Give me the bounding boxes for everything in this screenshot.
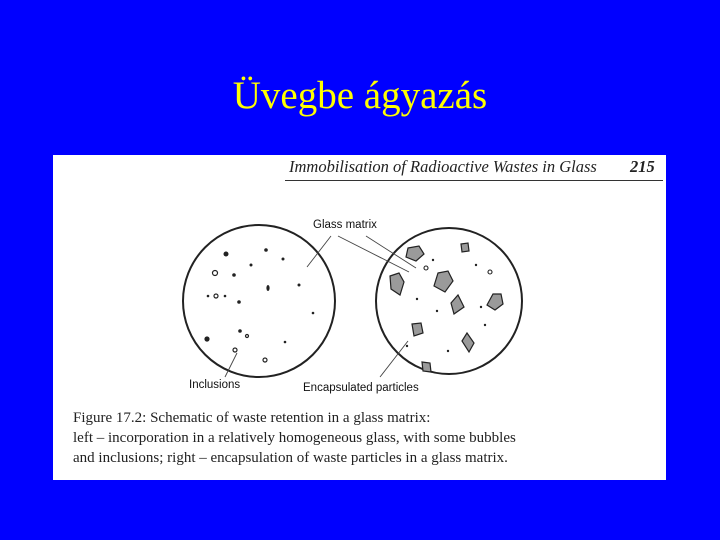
caption-line-1: Figure 17.2: Schematic of waste retention in a glass matrix:: [73, 410, 431, 426]
figure-caption: [73, 408, 653, 468]
glass-matrix-label: Glass matrix: [313, 219, 377, 231]
inclusion-dots: [204, 248, 314, 343]
bubble-dots-right: [424, 266, 492, 274]
left-glass-circle: [183, 225, 335, 377]
figure-image: [53, 155, 666, 480]
bubble-dots: [213, 271, 268, 363]
inclusions-label: Inclusions: [189, 379, 241, 391]
encapsulated-particles-label: Encapsulated particles: [303, 382, 419, 394]
page-header: Immobilisation of Radioactive Wastes in Glass: [289, 157, 597, 176]
caption-line-2: left – incorporation in a relatively homogeneous glass, with some bubbles: [73, 430, 516, 446]
caption-line-3: and inclusions; right – encapsulation of waste particles in a glass matrix.: [73, 450, 508, 466]
page-number: 215: [630, 157, 655, 176]
slide-title: Üvegbe ágyazás: [232, 74, 488, 117]
